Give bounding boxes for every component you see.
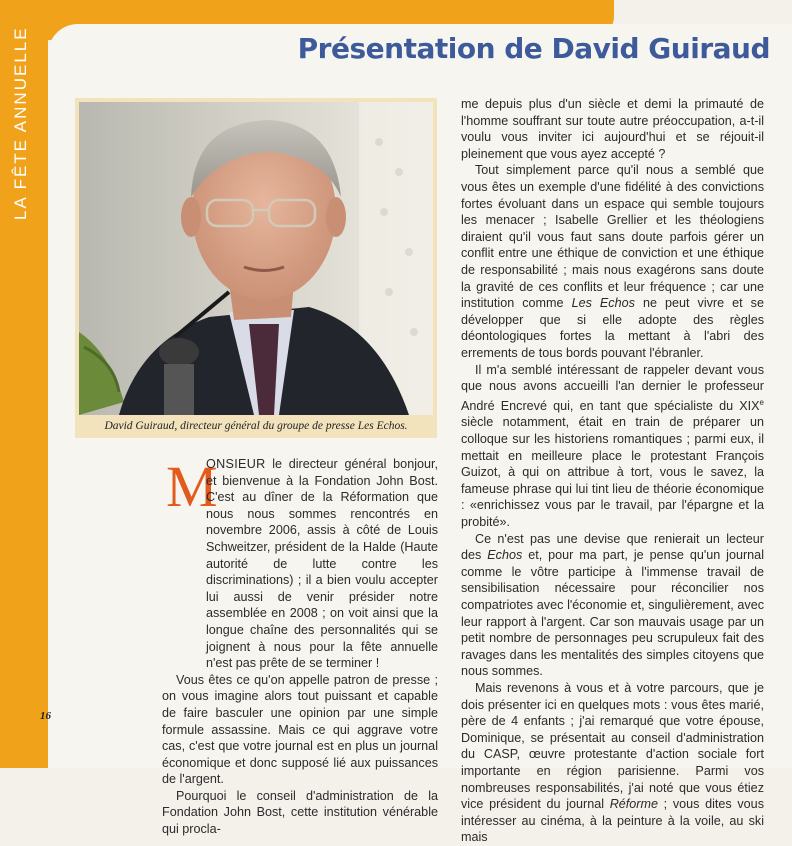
page-title: Présentation de David Guiraud — [297, 32, 770, 65]
section-label: LA FÊTE ANNUELLE — [11, 26, 30, 220]
drop-cap: M — [166, 454, 218, 519]
text-run: Il m'a semblé intéressant de rappeler devant vous que nous avons accueilli l'an dernier le professeur André Encrevé qui, en tant que spécialiste du XIX — [461, 362, 764, 413]
paragraph — [461, 680, 764, 846]
lead-word: ONSIEUR — [206, 457, 266, 471]
paragraph — [461, 162, 764, 361]
paragraph: me depuis plus d'un siècle et demi la primauté de l'homme souffrant sur toute autre préoccupation, a-t-il voulu vous inviter ici aujourd'hui et se réjouit-il pleinement que vous ayez accepté ? — [461, 97, 764, 161]
right-column — [461, 96, 764, 846]
paragraph — [461, 531, 764, 680]
text-run: ne peut vivre et se développer que si elle adopte des règles déontologiques fortes la mettant à l'abri des errements de tous bords pouvant l'ébranler. — [461, 296, 764, 360]
speaker-photo — [79, 102, 433, 415]
photo-frame — [75, 98, 437, 438]
page-number: 16 — [40, 710, 51, 722]
text-run: le directeur général bonjour, et bienvenue à la Fondation John Bost. C'est au dîner de la Réformation que nous nous sommes rencontrés en novembre 2006, assis à côté de Louis Schweitzer, président de la Halde (Haute autorité de lutte contre les discriminations) ; il a bien voulu accepter lui aussi de venir présider notre assemblée en 2008 ; on voit ainsi que la longue chaîne des personnalités qui se joignent à nous pour la fête annuelle n'est pas prête de se terminer ! — [206, 457, 438, 671]
paragraph — [162, 456, 438, 672]
text-run: et, pour ma part, je pense qu'un journal comme le vôtre participe à l'immense travail de sensibilisation nécessaire pour réconcilier nos compatriotes avec l'économie et, singulièrement, avec leur rapport à l'argent. Car son mauvais usage par un petit nombre de personnages peu scrupuleux fait des ravages dans les mentalités des simples citoyens que nous sommes. — [461, 548, 764, 679]
text-run: Mais revenons à vous et à votre parcours, que je dois présenter ici en quelques mots : vous êtes marié, père de 4 enfants ; j'ai remarqué que votre épouse, Dominique, se présentait au conseil d'administration du CASP, œuvre protestante d'action sociale fort importante en région parisienne. Parmi vos nombreuses responsabilités, j'ai noté que vous étiez vice président du journal — [461, 680, 764, 812]
paragraph: Pourquoi le conseil d'administration de la Fondation John Bost, cette institution vénérable qui procla- — [162, 788, 438, 837]
text-run: Ce n'est pas une devise que renierait un lecteur des — [461, 531, 764, 563]
publication-name: Réforme — [609, 797, 658, 812]
photo-caption: David Guiraud, directeur général du groupe de presse Les Echos. — [104, 420, 408, 432]
paragraph — [461, 362, 764, 531]
publication-name: Echos — [487, 548, 523, 563]
text-run: Tout simplement parce qu'il nous a semblé que vous êtes un exemple d'une fidélité à des convictions fortes évoluant dans un espace qui semble toujours les menacer ; Isabelle Grellier et les théologiens diraient qu'il vous faut sans doute parfois gérer un conflit entre une éthique de conviction et une éthique de responsabilité ; mais nous exagérons sans doute la gravité de ces conflits et leur fréquence ; car une institution comme — [461, 163, 764, 311]
text-run: ; vous dites vous intéresser au cinéma, à la peinture à la voile, au ski mais — [461, 797, 764, 845]
paragraph: Vous êtes ce qu'on appelle patron de presse ; on vous imagine alors tout puissant et capable de faire basculer une opinion par une simple formule assassine. Mais ce qui aggrave votre cas, c'est que votre journal est en plus un journal économique et donc supposé lié aux puissances de l'argent. — [162, 672, 438, 787]
text-run: siècle notamment, était en train de préparer un colloque sur les historiens romantiques ; parmi eux, il mettait en meilleure place le protestant François Guizot, à qui on attribue à tort, vous le savez, la fameuse phrase qui lui tint lieu de théorie économique : «enrichissez vous par le travail, par l'épargne et la probité». — [461, 415, 764, 530]
left-column — [162, 456, 438, 838]
superscript: e — [759, 397, 764, 407]
publication-name: Les Echos — [571, 296, 635, 311]
